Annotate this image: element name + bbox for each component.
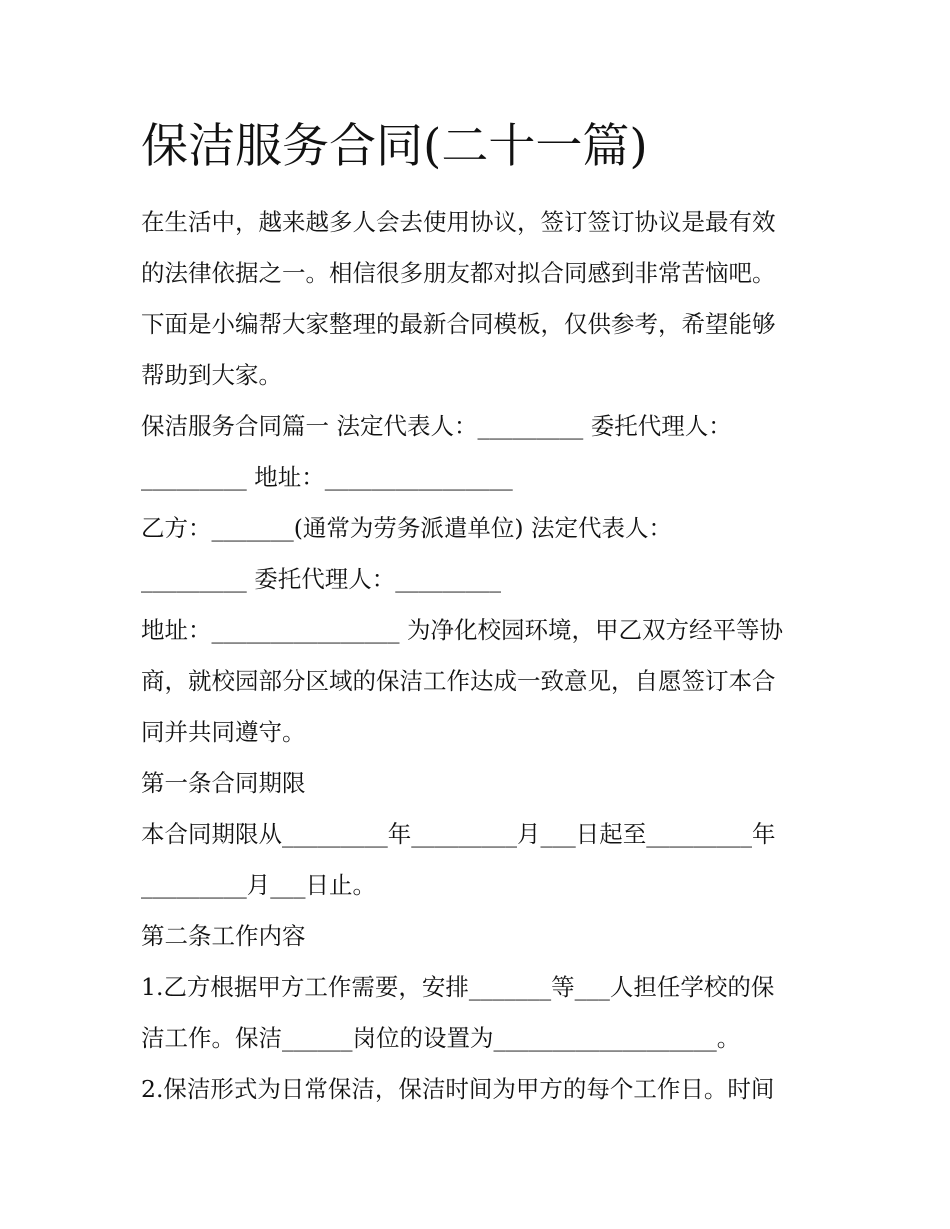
paragraph-line: 商，就校园部分区域的保洁工作达成一致意见，自愿签订本合 xyxy=(141,667,776,695)
paragraph-line: 本合同期限从_________年_________月___日起至_________年 xyxy=(141,820,776,848)
paragraph-line: 保洁服务合同篇一 法定代表人：_________ 委托代理人： xyxy=(141,412,732,440)
paragraph-line: 1.乙方根据甲方工作需要，安排_______等___人担任学校的保 xyxy=(141,973,775,1001)
paragraph-line: _________ 地址：________________ xyxy=(141,463,513,491)
paragraph-line: _________月___日止。 xyxy=(141,871,376,899)
paragraph-line: 在生活中，越来越多人会去使用协议，签订签订协议是最有效 xyxy=(141,208,776,236)
paragraph-line: 下面是小编帮大家整理的最新合同模板，仅供参考，希望能够 xyxy=(141,310,776,338)
paragraph-line: 地址：________________ 为净化校园环境，甲乙双方经平等协 xyxy=(141,616,783,644)
paragraph-line: 同并共同遵守。 xyxy=(141,718,306,746)
paragraph-line: 2.保洁形式为日常保洁，保洁时间为甲方的每个工作日。时间 xyxy=(141,1075,775,1103)
document-title: 保洁服务合同(二十一篇) xyxy=(141,119,648,174)
paragraph-line: 洁工作。保洁______岗位的设置为___________________。 xyxy=(141,1024,741,1052)
paragraph-line: 乙方：_______(通常为劳务派遣单位) 法定代表人： xyxy=(141,514,673,542)
section-heading: 第一条合同期限 xyxy=(141,769,306,797)
paragraph-line: _________ 委托代理人：_________ xyxy=(141,565,501,593)
section-heading: 第二条工作内容 xyxy=(141,922,306,950)
paragraph-line: 帮助到大家。 xyxy=(141,361,282,389)
paragraph-line: 的法律依据之一。相信很多朋友都对拟合同感到非常苦恼吧。 xyxy=(141,259,776,287)
